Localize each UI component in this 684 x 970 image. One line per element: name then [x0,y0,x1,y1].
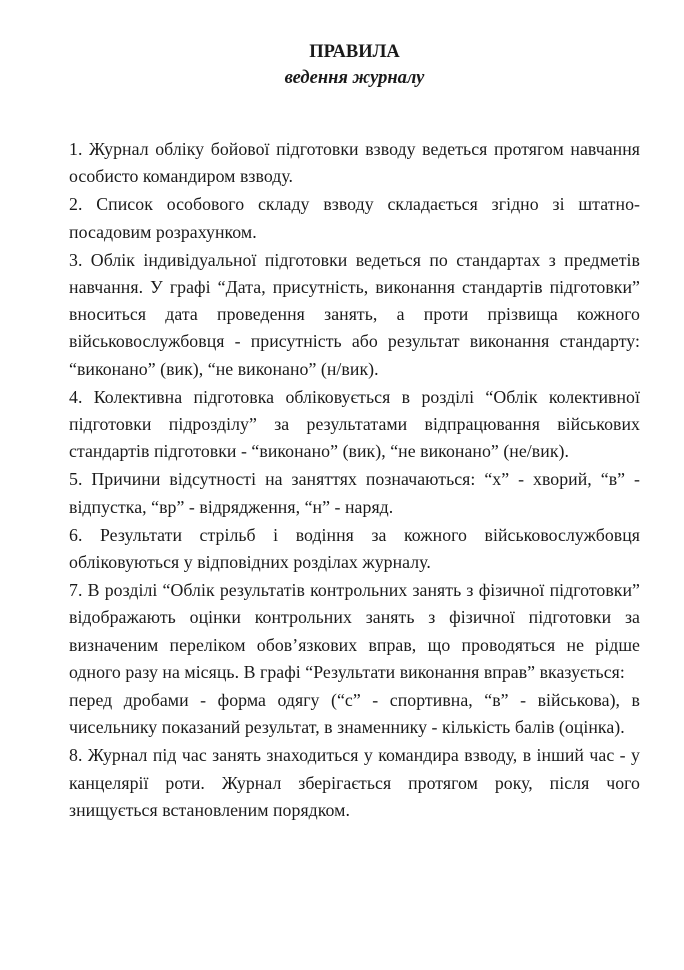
rule-paragraph-8: 8. Журнал під час занять знаходиться у командира взводу, в інший час - у канцелярії роти. Журнал зберігається протягом року, після чого знищується встановленим порядком. [69,745,640,820]
rules-list [69,136,640,824]
rule-paragraph-2: 2. Список особового складу взводу складається згідно зі штатно-посадовим розрахунком. [69,194,640,242]
rule-paragraph-6: 6. Результати стрільб і водіння за кожного військовослужбовця обліковуються у відповідних розділах журналу. [69,524,640,573]
rule-paragraph-4: 4. Колективна підготовка обліковується в розділі “Облік колективної підготовки підрозділу” за результатами відпрацювання військових стандартів підготовки - “виконано” (вик), “не виконано” (не/вик). [69,386,640,462]
rule-paragraph-7-continuation: перед дробами - форма одягу (“с” - спортивна, “в” - військова), в чисельнику показаний результат, в знаменнику - кількість балів (оцінка). [69,690,640,738]
rule-paragraph-5: 5. Причини відсутності на заняттях позначаються: “х” - хворий, “в” - відпустка, “вр” - відрядження, “н” - наряд. [69,469,640,517]
document-title: ПРАВИЛА [309,42,400,62]
rule-paragraph-1: 1. Журнал обліку бойової підготовки взводу ведеться протягом навчання особисто командиром взводу. [69,139,640,187]
rule-paragraph-3: 3. Облік індивідуальної підготовки ведеться по стандартах з предметів навчання. У графі “Дата, присутність, виконання стандартів підготовки” вноситься дата проведення занять, а проти прізвища кожного військовослужбовця - присутність або результат виконання стандарту: “виконано” (вик), “не виконано” (н/вик). [69,249,640,379]
rule-paragraph-7: 7. В розділі “Облік результатів контрольних занять з фізичної підготовки” відображають оцінки контрольних занять з фізичної підготовки за визначеним переліком обов’язкових вправ, що проводяться не рідше одного разу на місяць. В графі “Результати виконання вправ” вказується: [69,580,640,682]
document-subtitle: ведення журналу [284,68,425,88]
